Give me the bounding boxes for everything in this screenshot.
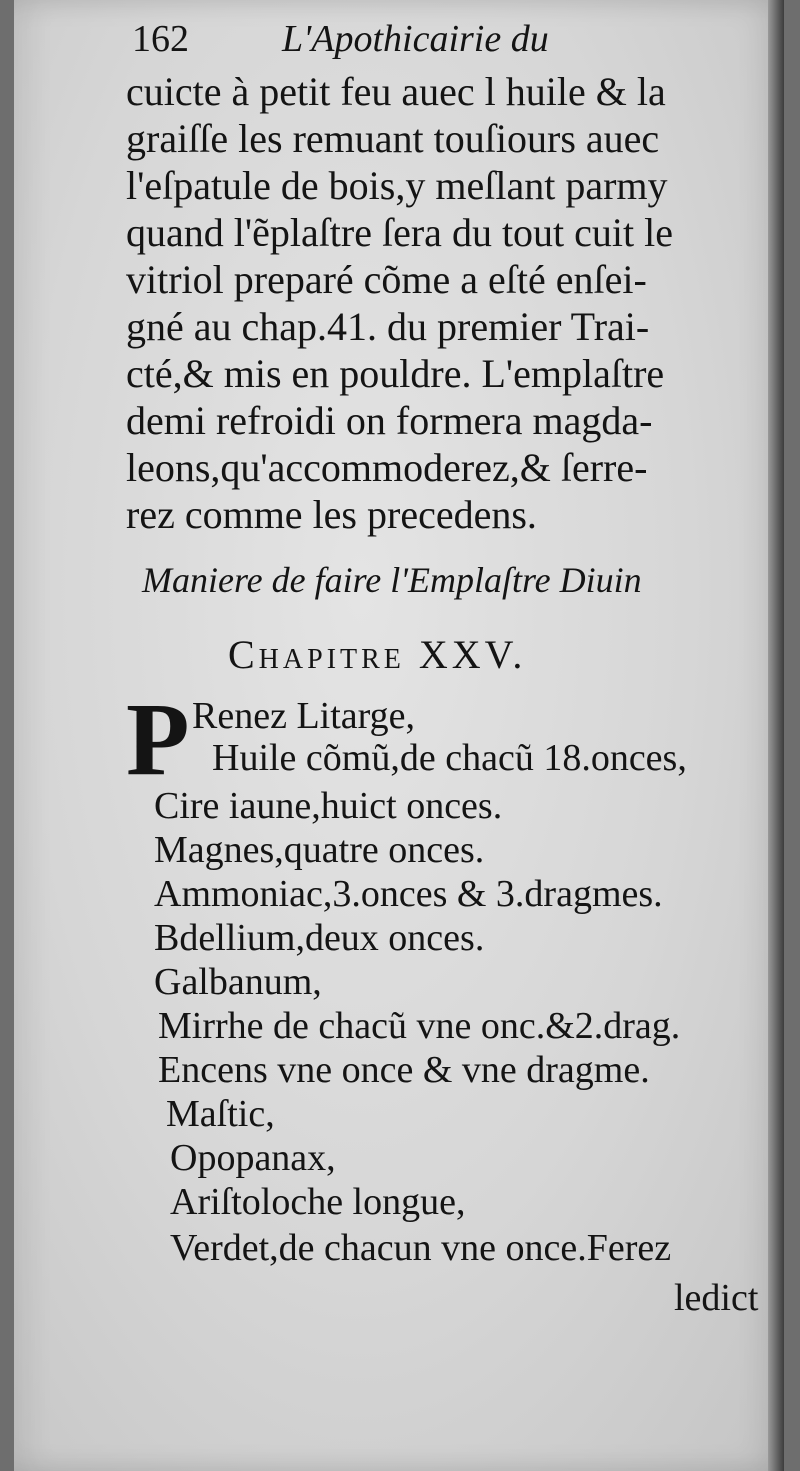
ingredient-line: Opopanax,	[170, 1137, 336, 1179]
paragraph-line: gné au chap.41. du premier Trai-	[126, 304, 650, 349]
paragraph-line: cuicte à petit feu auec l huile & la	[126, 69, 666, 114]
ingredient-line: Cire iaune,huict onces.	[154, 785, 503, 827]
book-page	[14, 0, 784, 1471]
drop-cap: P	[126, 682, 190, 797]
paragraph-line: graiſſe les remuant touſiours auec	[126, 116, 660, 161]
paragraph-line: demi refroidi on formera magda-	[126, 398, 653, 443]
chapter-heading: Chapitre XXV.	[228, 632, 527, 677]
paragraph-line: quand l'ẽplaſtre ſera du tout cuit le	[126, 210, 674, 255]
ingredient-line: Bdellium,deux onces.	[154, 917, 485, 959]
paragraph-line: vitriol preparé cõme a eſté enſei-	[126, 257, 647, 302]
ingredient-line: Galbanum,	[154, 961, 322, 1003]
ingredient-line: Encens vne once & vne dragme.	[158, 1049, 650, 1091]
paragraph-line: cté,& mis en pouldre. L'emplaſtre	[126, 351, 665, 396]
ingredient-line: Magnes,quatre onces.	[154, 829, 485, 871]
page-number: 162	[132, 18, 189, 60]
ingredient-line: Ariſtoloche longue,	[170, 1181, 466, 1223]
ingredient-line: Ammoniac,3.onces & 3.dragmes.	[154, 873, 663, 915]
ingredient-line: Maſtic,	[166, 1093, 275, 1135]
paragraph-line: l'eſpatule de bois,y meſlant parmy	[126, 163, 668, 208]
chapter-title: Maniere de faire l'Emplaſtre Diuin	[142, 560, 642, 600]
ingredient-line: Huile cõmũ,de chacũ 18.onces,	[212, 737, 687, 779]
paragraph-line: rez comme les precedens.	[126, 492, 537, 537]
ingredient-line: Mirrhe de chacũ vne onc.&2.drag.	[158, 1005, 681, 1047]
catchword: ledict	[674, 1277, 759, 1319]
page-header	[132, 16, 692, 62]
body-paragraph	[126, 68, 741, 538]
ingredient-line: Verdet,de chacun vne once.Ferez	[170, 1227, 672, 1269]
paragraph-line: leons,qu'accommoderez,& ſerre-	[126, 445, 648, 490]
ingredient-line: Renez Litarge,	[192, 695, 415, 737]
page-edge-shadow	[768, 0, 784, 1471]
running-title: L'Apothicairie du	[282, 18, 549, 60]
